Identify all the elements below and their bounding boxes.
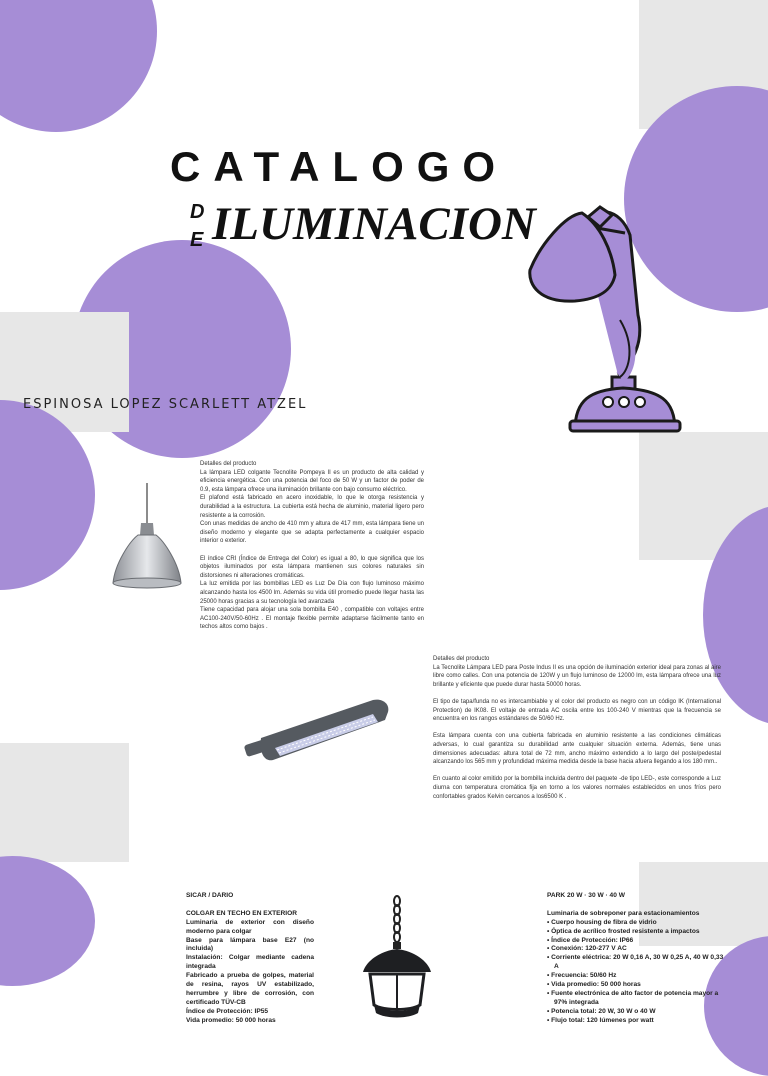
product3-line: Fabricado a prueba de golpes, material de resina, rayos UV estabilizado, herrumbre y libre de corrosión, con certificado TÜV-CB [186, 972, 314, 1006]
product4-item: • Frecuencia: 50/60 Hz [547, 972, 617, 980]
purple-circle-bottom-left [0, 856, 95, 986]
product4-item: • Fuente electrónica de alto factor de potencia mayor a 97% integrada [547, 989, 719, 1006]
product1-line: Detalles del producto [200, 461, 257, 467]
product4-item: • Potencia total: 20 W, 30 W o 40 W [547, 1007, 656, 1015]
author-name: ESPINOSA LOPEZ SCARLETT ATZEL [23, 397, 308, 412]
product3-line: Base para lámpara base E27 (no incluida) [186, 936, 314, 953]
product1-line: El índice CRI (Índice de Entrega del Color) es igual a 80, lo que significa que los objetos iluminados por esta lámpara mantienen sus colores naturales sin distorsiones ni alteraciones cromáticas. [200, 555, 424, 579]
product4-item: • Corriente eléctrica: 20 W 0,16 A, 30 W 0,25 A, 40 W 0,33 A [547, 954, 724, 971]
product4-specs [547, 892, 727, 1026]
product4-heading: PARK 20 W · 30 W · 40 W [547, 892, 625, 899]
title-de-d: D [190, 201, 205, 223]
pendant-lamp-icon [110, 483, 185, 593]
product1-line: La luz emitida por las bombillas LED es Luz De Día con flujo luminoso máximo alcanzando hasta los 4500 lm. Además su vida útil promedio puede llegar hasta las 25000 horas gracias a su tecnología led avanzada [200, 581, 424, 605]
product4-item: • Óptica de acrílico frosted resistente a impactos [547, 927, 700, 935]
product2-line: La Tecnolite Lámpara LED para Poste Indus II es una opción de iluminación exterior ideal para zonas al aire libre como calles. Con una potencia de 120W y un flujo luminoso de 12000 lm, esta lámpara ofrece una luz brillante y eficiente que puede durar hasta 50000 horas. [433, 664, 721, 688]
desk-lamp-icon [520, 195, 720, 435]
product4-item: • Cuerpo housing de fibra de vidrio [547, 918, 657, 926]
purple-circle-top-left [0, 0, 157, 132]
product3-line: Instalación: Colgar mediante cadena integrada [186, 954, 314, 971]
product1-line: El plafond está fabricado en acero inoxidable, lo que le otorga resistencia y durabilidad a la estructura. La cubierta está hecha de aluminio, material ligero pero resistente a la corrosión. [200, 495, 424, 519]
gray-square-section3-left [0, 743, 129, 862]
product1-line: Con unas medidas de ancho de 410 mm y altura de 417 mm, esta lámpara tiene un diseño moderno y elegante que se adapta perfectamente a cualquier espacio interior o exterior. [200, 521, 424, 545]
product2-line: Esta lámpara cuenta con una cubierta fabricada en aluminio resistente a las condiciones climáticas adversas, lo cual garantiza su durabilidad ante cualquier situación externa. Además, tiene unas dimensiones adecuadas: altura total de 72 mm, ancho máximo extendido a lo largo del poste/pedestal alcanzando los 565 mm y profundidad máxima medida desde la base hacia afuera llegando a los 180 mm.. [433, 733, 721, 766]
title-iluminacion: ILUMINACION [212, 198, 536, 250]
product3-line: SICAR / DARIO [186, 892, 234, 899]
product2-line: En cuanto al color emitido por la bombilla incluida dentro del paquete -de tipo LED-, este corresponde a Luz diurna con temperatura cromática fija en torno a los valores normales establecidos en unos fríos pero confortables grados Kelvin cercanos a los6500 K . [433, 776, 721, 800]
product4-item: • Conexión: 120-277 V AC [547, 945, 627, 953]
title-catalogo: CATALOGO [170, 143, 509, 190]
product1-line: Tiene capacidad para alojar una sola bombilla E40 , compatible con voltajes entre AC100-240V/50-60Hz . El montaje flexible permite adaptarse fácilmente tanto en techos altos como bajos . [200, 607, 424, 631]
product4-subheading: Luminaria de sobreponer para estacionamientos [547, 909, 700, 917]
product2-line: El tipo de tapa/funda no es intercambiable y el color del producto es negro con un código IK (International Protection) de IK08. El voltaje de entrada AC oscila entre los 100-240 V mientras que la frecuencia se encuentra en los rangos estándares de 50/60 Hz. [433, 698, 721, 723]
product2-description [433, 655, 721, 801]
product2-line: Detalles del producto [433, 656, 490, 662]
product4-item: • Flujo total: 120 lúmenes por watt [547, 1016, 654, 1024]
product4-item: • Índice de Protección: IP66 [547, 936, 634, 944]
hanging-lantern-icon [360, 895, 435, 1024]
product3-line: COLGAR EN TECHO EN EXTERIOR [186, 909, 298, 917]
product1-description [200, 460, 424, 632]
product3-line: Luminaria de exterior con diseño moderno para colgar [186, 918, 314, 935]
product1-line: La lámpara LED colgante Tecnolite Pompeya II es un producto de alta calidad y eficiencia energética. Con una potencia del foco de 50 W y un factor de poder de 0.9, esta lámpara ofrece una iluminación brillante con bajo consumo eléctrico. [200, 469, 424, 493]
product3-specs [186, 892, 314, 1026]
product3-line: Índice de Protección: IP55 [186, 1007, 269, 1015]
street-light-icon [243, 698, 393, 770]
title-de-e: E [190, 229, 204, 251]
product3-line: Vida promedio: 50 000 horas [186, 1016, 276, 1024]
product4-item: • Vida promedio: 50 000 horas [547, 981, 641, 989]
